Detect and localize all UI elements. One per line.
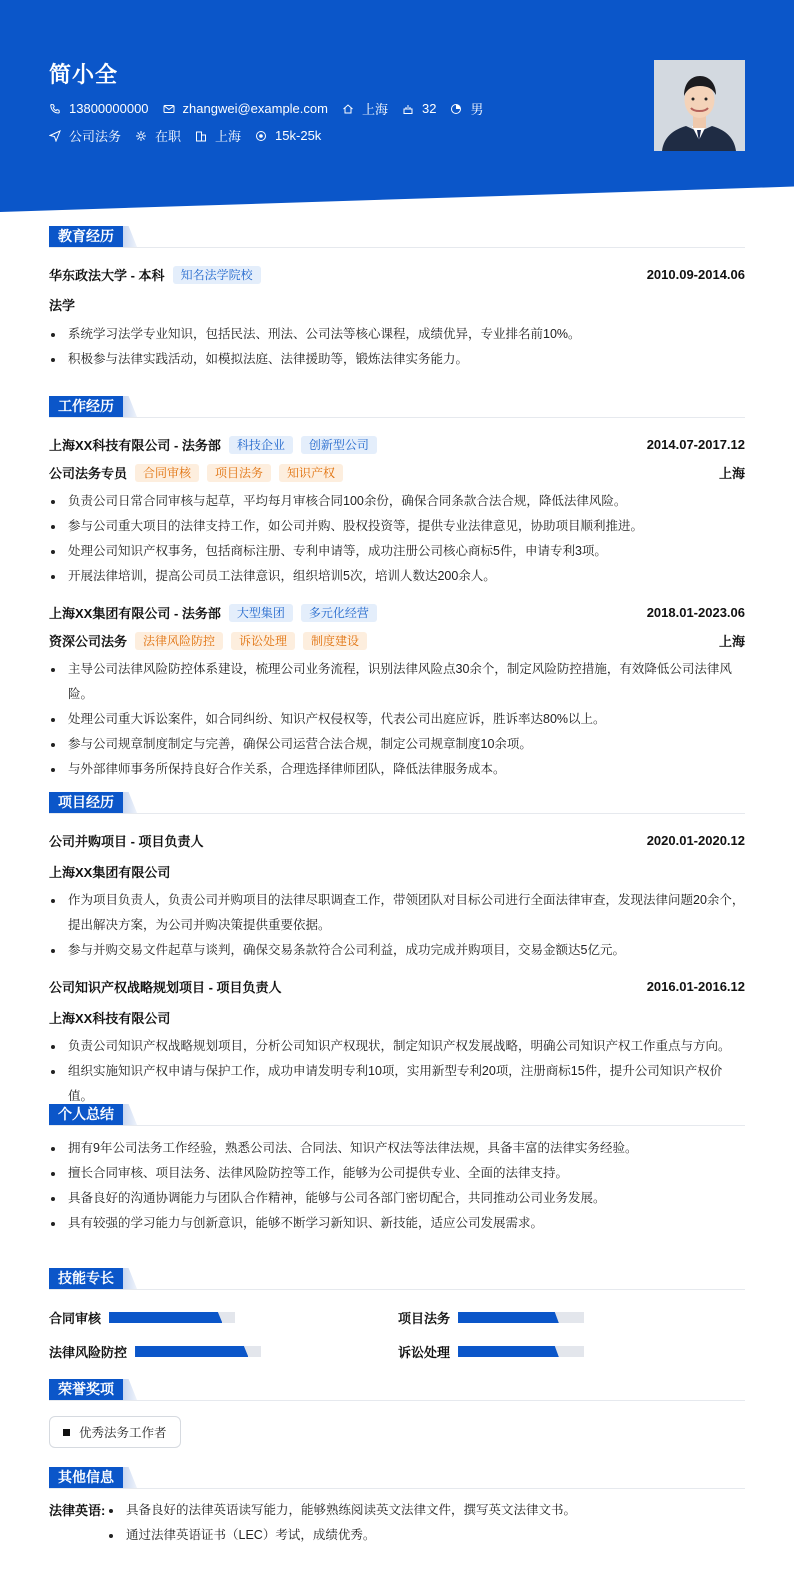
list-item: 积极参与法律实践活动，如模拟法庭、法律援助等，锻炼法律实务能力。 — [49, 347, 745, 372]
job-date: 2018.01-2023.06 — [646, 605, 745, 620]
city-info — [195, 126, 241, 145]
award-badge — [49, 1416, 181, 1448]
company-tag: 科技企业 — [229, 436, 293, 454]
phone-info — [49, 101, 149, 116]
job-company: 上海XX科技有限公司 - 法务部 — [49, 438, 221, 453]
project-company: 上海XX科技有限公司 — [49, 1011, 171, 1026]
email-info — [163, 101, 328, 116]
job-company: 上海XX集团有限公司 - 法务部 — [49, 606, 221, 621]
gear-icon — [135, 130, 147, 142]
gender-info — [450, 99, 483, 118]
list-item: 具有较强的学习能力与创新意识，能够不断学习新知识、新技能，适应公司发展需求。 — [49, 1211, 745, 1236]
job-location: 上海 — [718, 466, 745, 481]
other-label: 法律英语: — [49, 1503, 106, 1518]
list-item: 与外部律师事务所保持良好合作关系，合理选择律师团队，降低法律服务成本。 — [49, 757, 745, 782]
list-item: 参与公司重大项目的法律支持工作，如公司并购、股权投资等，提供专业法律意见，协助项目顺利推进。 — [49, 514, 745, 539]
project-name: 公司并购项目 - 项目负责人 — [49, 834, 204, 849]
other-section — [49, 1467, 745, 1548]
skill-item — [398, 1308, 584, 1327]
skill-bar — [109, 1312, 235, 1323]
list-item: 负责公司知识产权战略规划项目，分析公司知识产权现状，制定知识产权发展战略，明确公司知识产权工作重点与方向。 — [49, 1034, 745, 1059]
skill-bar-fill — [458, 1312, 559, 1323]
skills-title: 技能专长 — [49, 1268, 123, 1289]
salary-text: 15k-25k — [275, 128, 322, 143]
skill-bar-fill — [135, 1346, 248, 1357]
gender-text: 男 — [470, 102, 484, 117]
home-icon — [342, 103, 354, 115]
job-duties — [49, 489, 745, 589]
role-tag: 诉讼处理 — [231, 632, 295, 650]
coin-icon — [255, 130, 267, 142]
job-intent-row — [49, 126, 335, 145]
job-header — [49, 435, 745, 454]
phone-icon — [49, 103, 61, 115]
profile-photo — [654, 60, 745, 151]
education-title: 教育经历 — [49, 226, 123, 247]
list-item: 通过法律英语证书（LEC）考试，成绩优秀。 — [107, 1523, 576, 1548]
honors-section — [49, 1379, 745, 1448]
skill-item — [398, 1342, 584, 1361]
list-item: 组织实施知识产权申请与保护工作，成功申请发明专利10项，实用新型专利20项，注册商标15件，提升公司知识产权价值。 — [49, 1059, 745, 1109]
list-item: 主导公司法律风险防控体系建设，梳理公司业务流程，识别法律风险点30余个，制定风险防控措施，有效降低公司法律风险。 — [49, 657, 745, 707]
education-section — [49, 226, 745, 372]
education-school: 华东政法大学 - 本科 — [49, 268, 165, 283]
list-item: 参与公司规章制度制定与完善，确保公司运营合法合规，制定公司规章制度10余项。 — [49, 732, 745, 757]
project-date: 2020.01-2020.12 — [646, 833, 745, 848]
list-item: 系统学习法学专业知识，包括民法、刑法、公司法等核心课程，成绩优异，专业排名前10%。 — [49, 322, 745, 347]
building-icon — [195, 130, 207, 142]
project-section — [49, 792, 745, 1109]
skill-bar-fill — [109, 1312, 222, 1323]
education-tag: 知名法学院校 — [173, 266, 261, 284]
square-bullet-icon — [63, 1429, 70, 1436]
other-list — [107, 1498, 576, 1548]
education-date: 2010.09-2014.06 — [646, 267, 745, 282]
skill-bar — [135, 1346, 261, 1357]
skills-section — [49, 1268, 745, 1378]
list-item: 参与并购交易文件起草与谈判，确保交易条款符合公司利益，成功完成并购项目，交易金额达5亿元。 — [49, 938, 745, 963]
skill-bar — [458, 1346, 584, 1357]
project-duties — [49, 1034, 745, 1109]
education-major: 法学 — [49, 298, 76, 313]
job-header — [49, 603, 745, 622]
project-name: 公司知识产权战略规划项目 - 项目负责人 — [49, 980, 282, 995]
status-info — [135, 126, 181, 145]
position-text: 公司法务 — [69, 129, 122, 144]
company-tag: 创新型公司 — [301, 436, 377, 454]
summary-section — [49, 1104, 745, 1236]
project-duties — [49, 888, 745, 963]
hometown-text: 上海 — [361, 102, 388, 117]
gender-icon — [450, 103, 462, 115]
company-tag: 多元化经营 — [301, 604, 377, 622]
status-text: 在职 — [155, 129, 182, 144]
role-tag: 合同审核 — [135, 464, 199, 482]
honors-title: 荣誉奖项 — [49, 1379, 123, 1400]
company-tag: 大型集团 — [229, 604, 293, 622]
list-item: 拥有9年公司法务工作经验，熟悉公司法、合同法、知识产权法等法律法规，具备丰富的法律实务经验。 — [49, 1136, 745, 1161]
job-location: 上海 — [718, 634, 745, 649]
skill-item — [49, 1342, 261, 1361]
skill-bar — [458, 1312, 584, 1323]
project-title: 项目经历 — [49, 792, 123, 813]
phone-text: 13800000000 — [69, 101, 149, 116]
skill-name: 合同审核 — [49, 1311, 102, 1326]
skill-name: 诉讼处理 — [398, 1345, 451, 1360]
work-section — [49, 396, 745, 782]
role-tag: 项目法务 — [207, 464, 271, 482]
list-item: 负责公司日常合同审核与起草，平均每月审核合同100余份，确保合同条款合法合规，降低法律风险。 — [49, 489, 745, 514]
job-role: 资深公司法务 — [49, 634, 128, 649]
list-item: 具备良好的沟通协调能力与团队合作精神，能够与公司各部门密切配合，共同推动公司业务发展。 — [49, 1186, 745, 1211]
skill-bar-fill — [458, 1346, 559, 1357]
candidate-name: 简小全 — [49, 62, 119, 87]
list-item: 处理公司重大诉讼案件，如合同纠纷、知识产权侵权等，代表公司出庭应诉，胜诉率达80%以上。 — [49, 707, 745, 732]
email-text: zhangwei@example.com — [182, 101, 328, 116]
list-item: 开展法律培训，提高公司员工法律意识，组织培训5次，培训人数达200余人。 — [49, 564, 745, 589]
list-item: 擅长合同审核、项目法务、法律风险防控等工作，能够为公司提供专业、全面的法律支持。 — [49, 1161, 745, 1186]
skill-name: 项目法务 — [398, 1311, 451, 1326]
avatar-illustration — [654, 60, 745, 151]
project-date: 2016.01-2016.12 — [646, 979, 745, 994]
mail-icon — [163, 103, 175, 115]
list-item: 具备良好的法律英语读写能力，能够熟练阅读英文法律文件，撰写英文法律文书。 — [107, 1498, 576, 1523]
job-date: 2014.07-2017.12 — [646, 437, 745, 452]
work-title: 工作经历 — [49, 396, 123, 417]
hometown-info — [342, 99, 388, 118]
age-info — [402, 101, 436, 116]
education-list — [49, 322, 745, 372]
summary-title: 个人总结 — [49, 1104, 123, 1125]
contact-row — [49, 99, 497, 118]
project-company: 上海XX集团有限公司 — [49, 865, 171, 880]
skill-item — [49, 1308, 235, 1327]
salary-info — [255, 128, 321, 143]
list-item: 处理公司知识产权事务，包括商标注册、专利申请等，成功注册公司核心商标5件，申请专利3项。 — [49, 539, 745, 564]
age-text: 32 — [421, 101, 437, 116]
cake-icon — [402, 103, 414, 115]
city-text: 上海 — [215, 129, 242, 144]
award-name: 优秀法务工作者 — [79, 1426, 167, 1440]
send-icon — [49, 130, 61, 142]
job-role: 公司法务专员 — [49, 466, 128, 481]
skill-name: 法律风险防控 — [49, 1345, 128, 1360]
summary-list — [49, 1136, 745, 1236]
job-duties — [49, 657, 745, 782]
role-tag: 法律风险防控 — [135, 632, 223, 650]
role-tag: 知识产权 — [279, 464, 343, 482]
role-tag: 制度建设 — [303, 632, 367, 650]
other-title: 其他信息 — [49, 1467, 123, 1488]
list-item: 作为项目负责人，负责公司并购项目的法律尽职调查工作，带领团队对目标公司进行全面法律审查，发现法律问题20余个，提出解决方案，为公司并购决策提供重要依据。 — [49, 888, 745, 938]
position-info — [49, 126, 121, 145]
